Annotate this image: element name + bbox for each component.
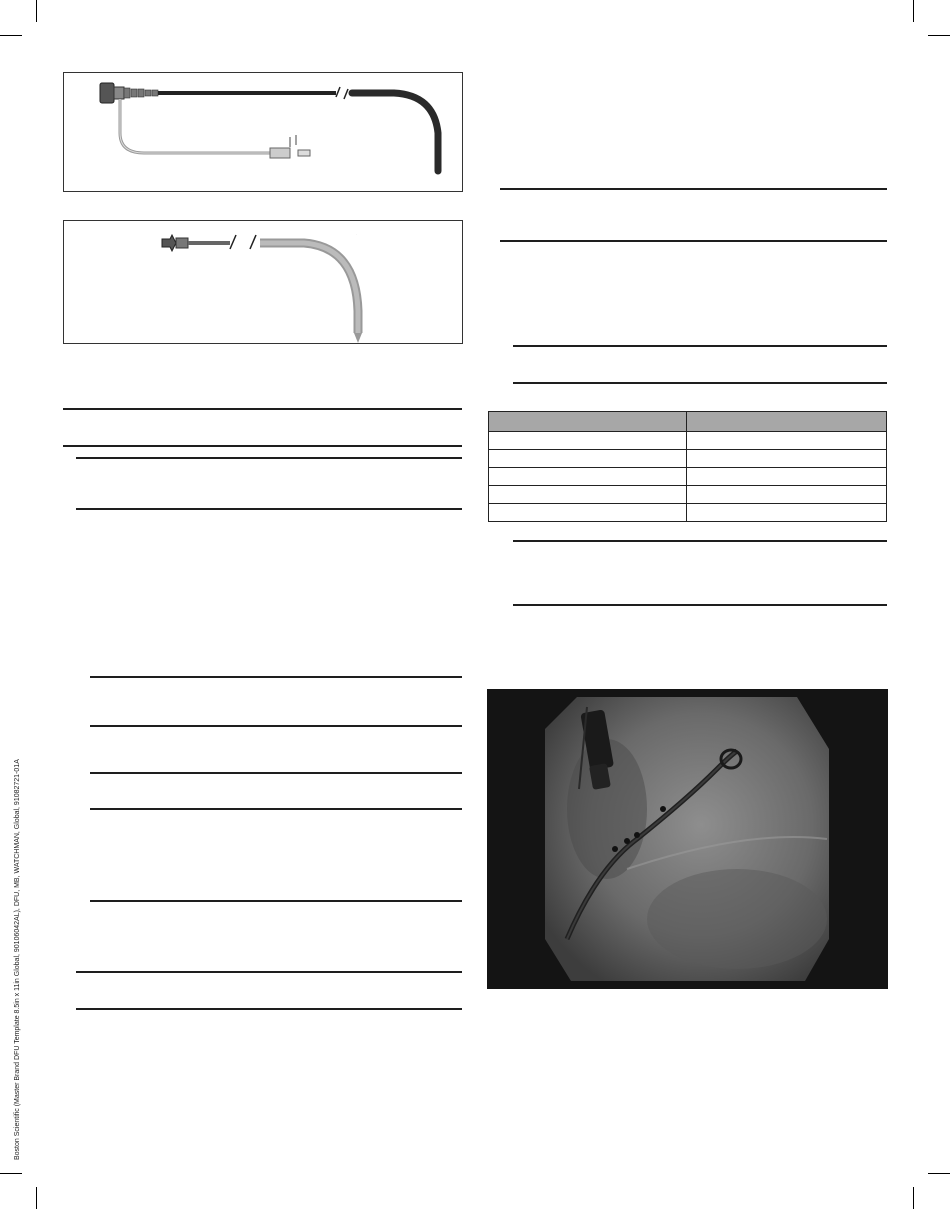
crop-mark-tl-v [36, 0, 37, 22]
right-rule-1 [500, 188, 887, 190]
left-rule-11 [76, 1008, 462, 1010]
access-sheath-illustration [64, 73, 462, 191]
table-cell [687, 504, 887, 522]
left-rule-6 [90, 725, 462, 727]
crop-mark-tl-h [0, 35, 22, 36]
crop-mark-br-h [928, 1173, 950, 1174]
right-rule-2 [500, 240, 887, 242]
crop-mark-tr-h [928, 35, 950, 36]
left-rule-3 [76, 457, 462, 459]
crop-mark-tr-v [913, 0, 914, 22]
right-rule-4 [513, 382, 887, 384]
left-rule-5 [90, 676, 462, 678]
left-rule-1 [63, 408, 462, 410]
left-rule-9 [90, 900, 462, 902]
table-row [489, 504, 887, 522]
table-cell [687, 486, 887, 504]
table-row [489, 468, 887, 486]
left-rule-7 [90, 772, 462, 774]
crop-mark-br-v [913, 1187, 914, 1209]
left-rule-4 [76, 508, 462, 510]
svg-text:·: · [356, 232, 357, 236]
crop-mark-bl-v [36, 1187, 37, 1209]
table-header-cell [687, 412, 887, 432]
table-cell [687, 432, 887, 450]
dilator-illustration [64, 221, 462, 343]
table-header-cell [489, 412, 687, 432]
dilator-figure [63, 220, 463, 344]
table-row [489, 450, 887, 468]
left-rule-10 [76, 971, 462, 973]
table-cell [687, 450, 887, 468]
table-row [489, 432, 887, 450]
left-rule-8 [90, 808, 462, 810]
right-rule-6 [513, 604, 887, 606]
table-cell [489, 432, 687, 450]
access-sheath-figure [63, 72, 463, 192]
table-cell [489, 468, 687, 486]
right-rule-5 [513, 540, 887, 542]
table-cell [489, 486, 687, 504]
fluoroscopy-figure [487, 689, 888, 989]
side-document-label: Boston Scientific (Master Brand DFU Template 8.5in x 11in Global, 90106042AL), DFU, MB, WATCHMAN, Global, 91082721-01A [14, 759, 21, 1160]
table-cell [489, 450, 687, 468]
table-cell [489, 504, 687, 522]
crop-mark-bl-h [0, 1173, 22, 1174]
table-header-row [489, 412, 887, 432]
specification-table [488, 411, 887, 522]
left-rule-2 [63, 445, 462, 447]
fluoroscopy-image [487, 689, 888, 989]
table-cell [687, 468, 887, 486]
table-row [489, 486, 887, 504]
right-rule-3 [513, 345, 887, 347]
